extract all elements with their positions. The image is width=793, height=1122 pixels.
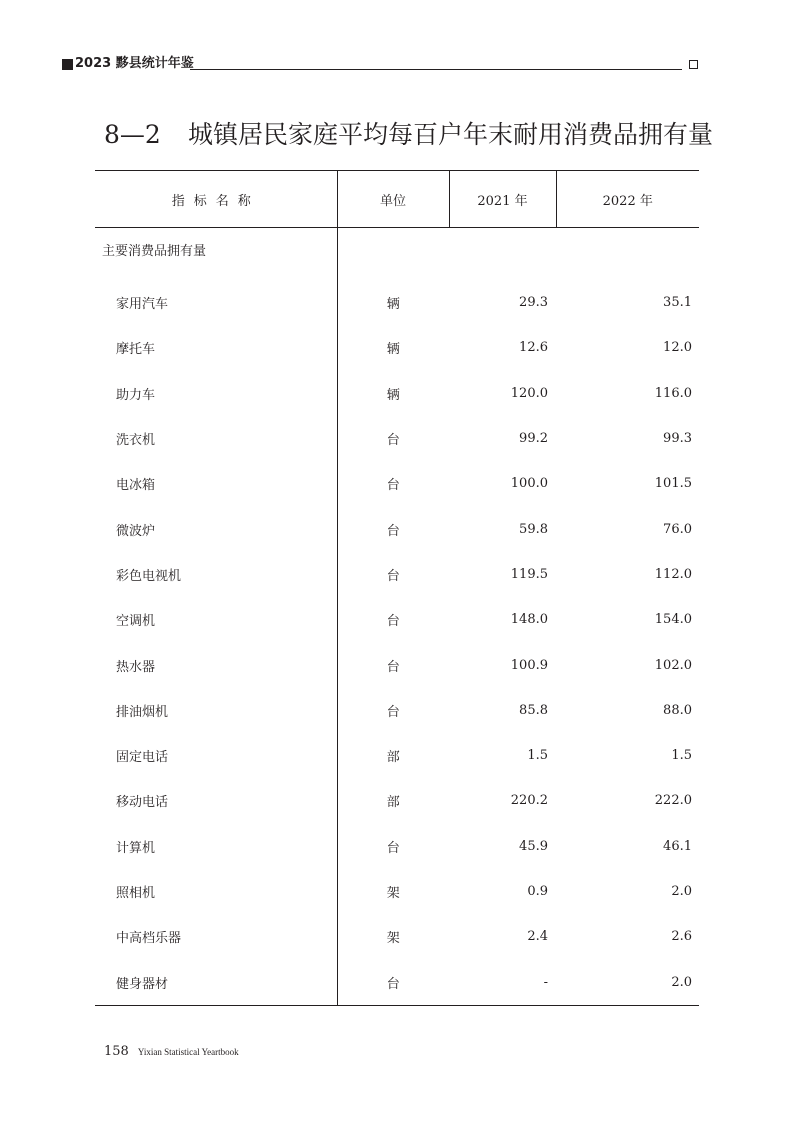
header-book-title: 2023 黟县统计年鉴 <box>75 56 194 71</box>
row-value-2022: 102.0 <box>654 657 692 673</box>
row-value-2021: 85.8 <box>519 702 548 718</box>
table-row <box>95 778 699 823</box>
table-row <box>95 869 699 914</box>
header-rule <box>190 69 682 70</box>
table-row <box>95 461 699 506</box>
row-unit: 台 <box>337 959 449 1005</box>
table-row <box>95 597 699 642</box>
table-row <box>95 642 699 687</box>
row-unit: 台 <box>337 552 449 597</box>
section-2022-cell <box>556 228 699 281</box>
column-header-2022: 2022 年 <box>556 171 699 228</box>
table-row <box>95 688 699 733</box>
row-value-2021: 100.0 <box>510 476 548 492</box>
row-value-2021: 1.5 <box>527 748 548 764</box>
table-row <box>95 552 699 597</box>
table-row <box>95 325 699 370</box>
section-2021-cell <box>449 228 556 281</box>
row-value-2021: 12.6 <box>519 340 548 356</box>
table-row <box>95 280 699 325</box>
row-value-2021: 59.8 <box>519 521 548 537</box>
row-value-2021: 29.3 <box>519 295 548 311</box>
table-row <box>95 506 699 551</box>
row-indicator-name: 固定电话 <box>116 750 169 766</box>
table-title-text: 城镇居民家庭平均每百户年末耐用消费品拥有量 <box>188 120 714 149</box>
column-header-unit: 单位 <box>337 171 449 228</box>
row-value-2022: 222.0 <box>654 793 692 809</box>
row-indicator-name: 计算机 <box>116 840 156 856</box>
row-value-2021: 220.2 <box>510 793 548 809</box>
row-value-2022: 99.3 <box>663 431 692 447</box>
row-value-2021: 119.5 <box>510 566 548 582</box>
row-unit: 架 <box>337 914 449 959</box>
row-value-2021: 120.0 <box>510 385 548 401</box>
row-indicator-name: 彩色电视机 <box>116 568 182 584</box>
row-unit: 辆 <box>337 325 449 370</box>
row-unit: 台 <box>337 416 449 461</box>
row-value-2021: 45.9 <box>519 838 548 854</box>
table-header-row <box>95 171 699 228</box>
row-value-2022: 154.0 <box>654 612 692 628</box>
header-square-outline <box>689 60 698 69</box>
row-unit: 部 <box>337 733 449 778</box>
section-label: 主要消费品拥有量 <box>102 244 207 259</box>
row-indicator-name: 照相机 <box>116 886 156 901</box>
table-header <box>95 171 699 228</box>
row-value-2022: 12.0 <box>663 340 692 356</box>
row-value-2021: 99.2 <box>519 431 548 447</box>
row-indicator-name: 健身器材 <box>95 959 337 1005</box>
row-value-2021: - <box>449 959 556 1005</box>
section-row <box>95 228 699 281</box>
row-indicator-name: 摩托车 <box>116 342 156 358</box>
row-unit: 部 <box>337 778 449 823</box>
table-number: 8—2 <box>104 120 161 149</box>
row-value-2022: 112.0 <box>654 566 692 582</box>
row-unit: 辆 <box>337 371 449 416</box>
row-unit: 架 <box>337 869 449 914</box>
header-square-marker <box>62 59 73 70</box>
column-header-2021: 2021 年 <box>449 171 556 228</box>
row-value-2022: 2.6 <box>671 929 692 945</box>
table-title <box>104 120 713 150</box>
row-indicator-name: 洗衣机 <box>116 433 156 449</box>
row-indicator-name: 排油烟机 <box>116 704 169 720</box>
row-value-2021: 0.9 <box>527 884 548 899</box>
page-number: 158 <box>104 1044 129 1059</box>
row-value-2022: 101.5 <box>654 476 692 492</box>
row-value-2021: 148.0 <box>510 612 548 628</box>
row-value-2022: 35.1 <box>663 295 692 311</box>
row-value-2022: 76.0 <box>663 521 692 537</box>
row-value-2022: 2.0 <box>556 959 699 1005</box>
row-value-2021: 2.4 <box>527 929 548 945</box>
row-indicator-name: 家用汽车 <box>116 297 169 313</box>
row-unit: 台 <box>337 461 449 506</box>
row-value-2022: 88.0 <box>663 702 692 718</box>
row-unit: 台 <box>337 597 449 642</box>
footer-book-title: Yixian Statistical Yeartbook <box>137 1047 239 1057</box>
row-unit: 台 <box>337 506 449 551</box>
table-row <box>95 824 699 869</box>
row-indicator-name: 电冰箱 <box>116 478 156 494</box>
section-unit-cell <box>337 228 449 281</box>
row-value-2021: 100.9 <box>510 657 548 673</box>
row-indicator-name: 微波炉 <box>116 523 156 539</box>
row-value-2022: 46.1 <box>663 838 692 854</box>
table-row <box>95 733 699 778</box>
row-unit: 台 <box>337 642 449 687</box>
row-indicator-name: 助力车 <box>116 387 156 403</box>
row-value-2022: 116.0 <box>654 385 692 401</box>
statistics-table <box>95 170 699 1006</box>
row-unit: 辆 <box>337 280 449 325</box>
row-indicator-name: 空调机 <box>116 614 156 630</box>
table-row <box>95 371 699 416</box>
row-value-2022: 2.0 <box>671 884 692 899</box>
row-indicator-name: 中高档乐器 <box>116 931 182 947</box>
row-value-2022: 1.5 <box>671 748 692 764</box>
table-row <box>95 959 699 1005</box>
row-indicator-name: 热水器 <box>116 659 156 675</box>
column-header-indicator: 指标名称 <box>95 171 337 228</box>
running-header <box>62 56 698 74</box>
table-body <box>95 228 699 1006</box>
row-unit: 台 <box>337 824 449 869</box>
row-indicator-name: 移动电话 <box>116 795 169 811</box>
table-row <box>95 416 699 461</box>
table-row <box>95 914 699 959</box>
page-footer <box>104 1040 239 1059</box>
row-unit: 台 <box>337 688 449 733</box>
